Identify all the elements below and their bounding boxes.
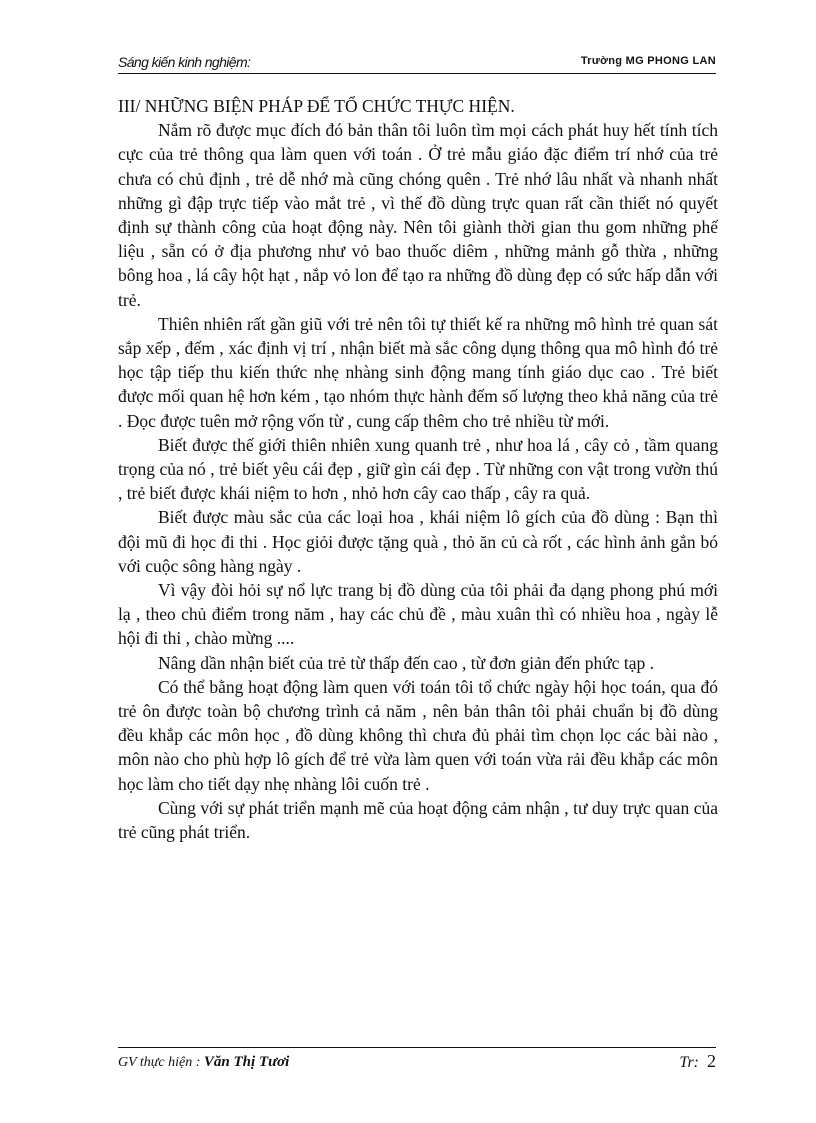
- paragraph-1: Nắm rõ được mục đích đó bản thân tôi luôn tìm mọi cách phát huy hết tính tích cực của trẻ thông qua làm quen với toán . Ở trẻ mẫu giáo đặc điểm trí nhớ của trẻ chưa có chủ định , trẻ dễ nhớ mà cũng chóng quên . Trẻ nhớ lâu nhất và nhanh nhất những gì đập trực tiếp vào mắt trẻ , vì thế đồ dùng trực quan rất cần thiết nó quyết định sự thành công của hoạt động này. Nên tôi giành thời gian thu gom những phế liệu , sẵn có ở địa phương như vỏ bao thuốc diêm , những mảnh gỗ thừa , những bông hoa , lá cây hột hạt , nắp vỏ lon để tạo ra những đồ dùng đẹp có sức hấp dẫn với trẻ.: [118, 120, 718, 310]
- paragraph-3: Biết được thế giới thiên nhiên xung quanh trẻ , như hoa lá , cây cỏ , tầm quang trọng của nó , trẻ biết yêu cái đẹp , giữ gìn cái đẹp . Từ những con vật trong vườn thú , trẻ biết được khái niệm to hơn , nhỏ hơn cây cao thấp , cây ra quả.: [118, 434, 718, 504]
- page-number-value: 2: [707, 1051, 716, 1071]
- page-footer: [118, 1050, 716, 1076]
- header-divider: [118, 73, 716, 74]
- header-title: Sáng kiến kinh nghiệm:: [118, 54, 251, 70]
- footer-teacher: [118, 1054, 289, 1071]
- document-body: [118, 94, 718, 844]
- header-school: Trường MG PHONG LAN: [580, 55, 716, 67]
- section-heading: III/ NHỮNG BIỆN PHÁP ĐỂ TỔ CHỨC THỰC HIỆN.: [118, 96, 515, 116]
- page-header: [118, 50, 716, 72]
- paragraph-4: Biết được màu sắc của các loại hoa , khái niệm lô gích của đồ dùng : Bạn thì đội mũ đi học đi thi . Học giỏi được tặng quà , thỏ ăn củ cà rốt , các hình ảnh gắn bó với cuộc sông hàng ngày .: [118, 507, 718, 576]
- paragraph-5: Vì vậy đòi hỏi sự nổ lực trang bị đồ dùng của tôi phải đa dạng phong phú mới lạ , theo chủ điểm trong năm , hay các chủ đề , màu xuân thì có nhiều hoa , ngày lễ hội đi thi , chào mừng ....: [118, 580, 718, 649]
- footer-author-name: Văn Thị Tươi: [203, 1054, 290, 1070]
- footer-divider: [118, 1047, 716, 1048]
- page-number-label: Tr:: [679, 1054, 699, 1071]
- footer-teacher-label: GV thực hiện :: [118, 1055, 201, 1070]
- paragraph-8: Cùng với sự phát triển mạnh mẽ của hoạt động cảm nhận , tư duy trực quan của trẻ cũng phát triển.: [118, 797, 718, 843]
- paragraph-6: Nâng dần nhận biết của trẻ từ thấp đến cao , từ đơn giản đến phức tạp .: [158, 652, 654, 673]
- page-number: [679, 1051, 716, 1072]
- paragraph-7: Có thể bằng hoạt động làm quen với toán tôi tổ chức ngày hội học toán, qua đó trẻ ôn được toàn bộ chương trình cả năm , nên bản thân tôi phải chuẩn bị đồ dùng đều khắp các môn học , đồ dùng không thì chưa đủ phải tìm chọn lọc các bài nào , môn nào cho phù hợp lô gích để trẻ vừa làm quen với toán vừa rải đều khắp các môn học làm cho tiết dạy nhẹ nhàng lôi cuốn trẻ .: [118, 676, 718, 794]
- paragraph-2: Thiên nhiên rất gần giũ với trẻ nên tôi tự thiết kế ra những mô hình trẻ quan sát sắp xếp , đếm , xác định vị trí , nhận biết mà sắc công dụng thông qua mô hình đó trẻ học tập tiếp thu kiến thức nhẹ nhàng sinh động mang tính giáo dục cao . Trẻ biết được mối quan hệ hơn kém , tạo nhóm thực hành đếm số lượng theo khả năng của trẻ . Đọc được tuên mở rộng vốn từ , cung cấp thêm cho trẻ nhiều từ mới.: [118, 313, 718, 431]
